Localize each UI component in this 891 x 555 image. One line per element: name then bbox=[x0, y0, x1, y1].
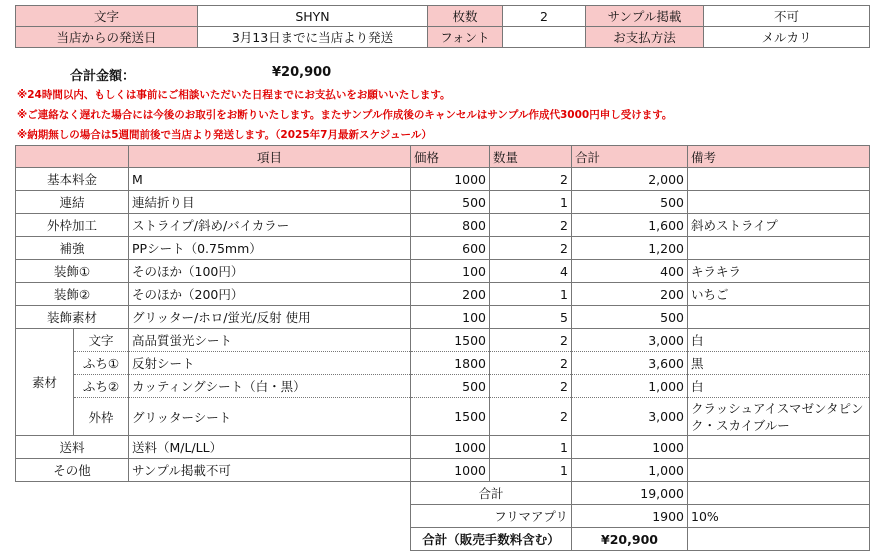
row-item[interactable]: 高品質蛍光シート bbox=[129, 329, 411, 352]
row-price: 1000 bbox=[411, 459, 490, 482]
material-sub-label: ふち② bbox=[74, 375, 129, 398]
row-subtotal: 1,600 bbox=[572, 214, 688, 237]
row-item[interactable]: PPシート（0.75mm） bbox=[129, 237, 411, 260]
row-remarks[interactable] bbox=[688, 168, 870, 191]
row-subtotal: 3,000 bbox=[572, 329, 688, 352]
row-remarks[interactable] bbox=[688, 459, 870, 482]
summary-grand-row bbox=[16, 528, 870, 551]
row-price: 1500 bbox=[411, 329, 490, 352]
row-subtotal: 3,000 bbox=[572, 398, 688, 436]
row-price: 500 bbox=[411, 375, 490, 398]
row-remarks[interactable] bbox=[688, 306, 870, 329]
material-category: 素材 bbox=[16, 329, 74, 436]
table-row bbox=[16, 283, 870, 306]
row-qty[interactable]: 2 bbox=[490, 352, 572, 375]
summary-fee-row bbox=[16, 505, 870, 528]
row-qty[interactable]: 1 bbox=[490, 459, 572, 482]
row-subtotal: 1,000 bbox=[572, 459, 688, 482]
row-subtotal: 1,200 bbox=[572, 237, 688, 260]
order-info-row-2 bbox=[16, 27, 870, 48]
row-subtotal: 1,000 bbox=[572, 375, 688, 398]
row-price: 1000 bbox=[411, 436, 490, 459]
row-subtotal: 500 bbox=[572, 191, 688, 214]
row-item[interactable]: ストライプ/斜め/バイカラー bbox=[129, 214, 411, 237]
row-item[interactable]: 反射シート bbox=[129, 352, 411, 375]
header-category bbox=[16, 146, 129, 168]
row-remarks[interactable]: キラキラ bbox=[688, 260, 870, 283]
row-category: その他 bbox=[16, 459, 129, 482]
total-amount-value: ¥20,900 bbox=[272, 65, 332, 80]
summary-subtotal-label: 合計 bbox=[411, 482, 572, 505]
row-category: 連結 bbox=[16, 191, 129, 214]
table-row bbox=[16, 237, 870, 260]
row-item[interactable]: グリッター/ホロ/蛍光/反射 使用 bbox=[129, 306, 411, 329]
header-price: 価格 bbox=[411, 146, 490, 168]
row-remarks[interactable]: 斜めストライプ bbox=[688, 214, 870, 237]
row-item[interactable]: グリッターシート bbox=[129, 398, 411, 436]
summary-fee-label: フリマアプリ bbox=[411, 505, 572, 528]
table-row bbox=[16, 436, 870, 459]
row-qty[interactable]: 1 bbox=[490, 436, 572, 459]
row-category: 補強 bbox=[16, 237, 129, 260]
row-remarks[interactable]: 白 bbox=[688, 375, 870, 398]
table-row bbox=[16, 214, 870, 237]
pricing-table bbox=[15, 145, 870, 551]
row-qty[interactable]: 5 bbox=[490, 306, 572, 329]
row-price: 1800 bbox=[411, 352, 490, 375]
row-item[interactable]: 連結折り目 bbox=[129, 191, 411, 214]
summary-grand-value: ¥20,900 bbox=[572, 528, 688, 551]
row-item[interactable]: カッティングシート（白・黒） bbox=[129, 375, 411, 398]
value-payment[interactable]: メルカリ bbox=[704, 27, 870, 48]
summary-fee-rate: 10% bbox=[688, 505, 870, 528]
cancel-note: ※ご連絡なく遅れた場合には今後のお取引をお断りいたします。またサンプル作成後のキャンセルはサンプル作成代3000円申し受けます。 bbox=[17, 109, 673, 121]
material-row-moji bbox=[16, 329, 870, 352]
row-qty[interactable]: 1 bbox=[490, 283, 572, 306]
row-qty[interactable]: 2 bbox=[490, 214, 572, 237]
row-remarks[interactable] bbox=[688, 436, 870, 459]
table-row bbox=[16, 459, 870, 482]
table-row bbox=[16, 306, 870, 329]
delivery-note: ※納期無しの場合は5週間前後で当店より発送します。（2025年7月最新スケジュール） bbox=[17, 129, 432, 141]
pricing-table-header bbox=[16, 146, 870, 168]
row-qty[interactable]: 2 bbox=[490, 375, 572, 398]
table-row bbox=[16, 168, 870, 191]
row-qty[interactable]: 2 bbox=[490, 329, 572, 352]
material-row-fuchi2 bbox=[16, 375, 870, 398]
value-moji[interactable]: SHYN bbox=[198, 6, 428, 27]
row-category: 装飾① bbox=[16, 260, 129, 283]
row-remarks[interactable] bbox=[688, 237, 870, 260]
material-sub-label: 外枠 bbox=[74, 398, 129, 436]
row-item[interactable]: サンプル掲載不可 bbox=[129, 459, 411, 482]
value-count[interactable]: 2 bbox=[503, 6, 586, 27]
value-sample[interactable]: 不可 bbox=[704, 6, 870, 27]
summary-grand-label: 合計（販売手数料含む） bbox=[411, 528, 572, 551]
row-price: 600 bbox=[411, 237, 490, 260]
material-row-sotowaku bbox=[16, 398, 870, 436]
header-remarks: 備考 bbox=[688, 146, 870, 168]
row-price: 800 bbox=[411, 214, 490, 237]
summary-subtotal-row bbox=[16, 482, 870, 505]
order-info-table bbox=[15, 5, 870, 48]
summary-fee-value: 1900 bbox=[572, 505, 688, 528]
row-item[interactable]: そのほか（100円） bbox=[129, 260, 411, 283]
row-subtotal: 1000 bbox=[572, 436, 688, 459]
total-amount-label: 合計金額： bbox=[70, 69, 136, 84]
row-category: 装飾素材 bbox=[16, 306, 129, 329]
row-remarks[interactable]: いちご bbox=[688, 283, 870, 306]
label-count: 枚数 bbox=[428, 6, 503, 27]
row-item[interactable]: そのほか（200円） bbox=[129, 283, 411, 306]
row-qty[interactable]: 2 bbox=[490, 168, 572, 191]
row-subtotal: 200 bbox=[572, 283, 688, 306]
value-font[interactable] bbox=[503, 27, 586, 48]
row-remarks[interactable]: 白 bbox=[688, 329, 870, 352]
total-amount-line bbox=[70, 65, 332, 84]
order-info-row-1 bbox=[16, 6, 870, 27]
row-qty[interactable]: 2 bbox=[490, 237, 572, 260]
row-price: 200 bbox=[411, 283, 490, 306]
label-ship-date: 当店からの発送日 bbox=[16, 27, 198, 48]
row-remarks[interactable]: クラッシュアイスマゼンタピンク・スカイブルー bbox=[688, 398, 870, 436]
table-row bbox=[16, 191, 870, 214]
row-item[interactable]: 送料（M/L/LL） bbox=[129, 436, 411, 459]
table-row bbox=[16, 260, 870, 283]
row-price: 100 bbox=[411, 260, 490, 283]
row-category: 装飾② bbox=[16, 283, 129, 306]
row-category: 外枠加工 bbox=[16, 214, 129, 237]
row-remarks[interactable] bbox=[688, 191, 870, 214]
label-sample: サンプル掲載 bbox=[586, 6, 704, 27]
header-subtotal: 合計 bbox=[572, 146, 688, 168]
row-qty[interactable]: 1 bbox=[490, 191, 572, 214]
row-subtotal: 3,600 bbox=[572, 352, 688, 375]
row-subtotal: 2,000 bbox=[572, 168, 688, 191]
row-price: 500 bbox=[411, 191, 490, 214]
row-subtotal: 500 bbox=[572, 306, 688, 329]
row-qty[interactable]: 4 bbox=[490, 260, 572, 283]
row-remarks[interactable]: 黒 bbox=[688, 352, 870, 375]
row-item[interactable]: M bbox=[129, 168, 411, 191]
material-sub-label: 文字 bbox=[74, 329, 129, 352]
material-sub-label: ふち① bbox=[74, 352, 129, 375]
row-price: 1500 bbox=[411, 398, 490, 436]
header-item: 項目 bbox=[129, 146, 411, 168]
row-category: 基本料金 bbox=[16, 168, 129, 191]
row-price: 100 bbox=[411, 306, 490, 329]
label-payment: お支払方法 bbox=[586, 27, 704, 48]
value-ship-date[interactable]: 3月13日までに当店より発送 bbox=[198, 27, 428, 48]
label-moji: 文字 bbox=[16, 6, 198, 27]
row-price: 1000 bbox=[411, 168, 490, 191]
label-font: フォント bbox=[428, 27, 503, 48]
header-qty: 数量 bbox=[490, 146, 572, 168]
material-row-fuchi1 bbox=[16, 352, 870, 375]
summary-subtotal-value: 19,000 bbox=[572, 482, 688, 505]
row-subtotal: 400 bbox=[572, 260, 688, 283]
row-qty[interactable]: 2 bbox=[490, 398, 572, 436]
payment-note: ※24時間以内、もしくは事前にご相談いただいた日程までにお支払いをお願いいたします。 bbox=[17, 89, 451, 101]
row-category: 送料 bbox=[16, 436, 129, 459]
